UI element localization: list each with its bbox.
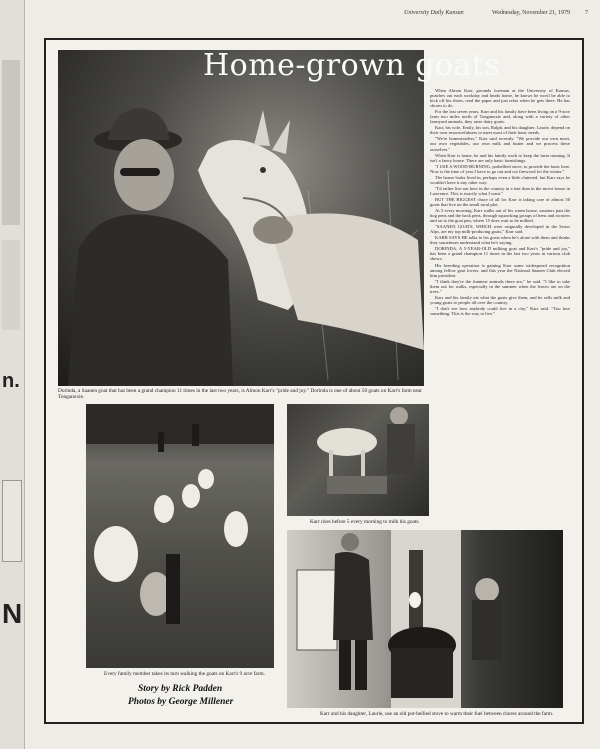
page-masthead [34,6,588,22]
main-photo-caption: Dorinda, a Saanen goat that has been a grand champion 11 times in the last two years, is Almon Karr's "pride and joy." Dorinda is one of about 50 goats on Karr's farm near Tonganoxie. [58,388,423,400]
photo-byline: Photos by George Millener [128,697,234,707]
article-paragraph: DORINDA, A 5-YEAR-OLD milking goat and Karr's "pride and joy," has been a grand champion 11 times in the last two years in various club shows. [430,246,570,262]
article-paragraph: Karr, his wife, Emily, his son, Ralph, and his daughter, Laurie, depend on their own resourcefulness to meet most of their basic needs. [430,125,570,136]
photo-goat-portrait [58,50,424,386]
issue-date: Wednesday, November 21, 1979 [492,10,570,16]
article-paragraph: At 5 every morning, Karr walks out of his warm house, saunters past the hog pens and the back pens, through squawking groups of hens and roosters and on to the goat pen, where 15 does wait to be milked. [430,208,570,224]
article-paragraph: For the last seven years, Karr and his family have been living on a 9-acre farm two miles north of Tonganoxie and, along with a variety of other farmyard animals, they raise dairy goats. [430,109,570,125]
goat-figure [198,110,424,350]
facing-page-box [2,480,22,562]
article-paragraph: KARR SAYS HE talks to his goats when he's alone with them and thinks they sometimes understand what he's saying. [430,235,570,246]
article-paragraph: His breeding operation is gaining Karr some widespread recognition among fellow goat lovers, and this year the National Saanen Club elected him president. [430,262,570,278]
page-number: 7 [585,10,588,16]
article-paragraph: "I USE A WOOD-BURNING, potbellied stove, to provide the basic heat. Now is the time of year I have to go out and cut firewood for the winter." [430,163,570,174]
article-paragraph: Karr and his family eat what the goats give them, and he sells milk and young goats to people all over the country. [430,294,570,305]
article-paragraph: "SAANEN GOATS, WHICH were originally developed in the Swiss Alps, are my top milk-producing goats," Karr said. [430,224,570,235]
milking-photo-caption: Karr rises before 5 every morning to milk his goats. [310,519,420,525]
article-paragraph: When Karr is home, he and his family work to keep the farm running. It isn't a fancy house. There are only basic furnishings. [430,152,570,163]
article-body [430,88,570,516]
photo-kitchen-stove [287,530,563,708]
stove-photo-caption: Karr and his daughter, Laurie, use an old pot-bellied stove to warm their fuel between chores around the farm. [320,711,554,717]
milking-illustration [287,404,429,516]
goat-portrait-illustration [58,50,424,386]
article-paragraph: BUT THE BIGGEST chore of all for Karr is taking care of almost 50 goats that live on the small rural plot. [430,196,570,207]
kitchen-stove-illustration [287,530,563,708]
article-paragraph: "I'd rather live out here in the country in a tent than in the nicest house in Lawrence. This is exactly what I want." [430,185,570,196]
flock-photo-caption: Every family member takes its turn walking the goats on Karr's 9 acre farm. [104,671,265,677]
facing-page-photo [2,60,20,225]
man-figure [68,108,233,386]
photo-milking [287,404,429,516]
facing-page-fragment-1: n. [2,370,20,392]
goat-flock-illustration [86,404,274,668]
article-paragraph: "We're homesteaders," Karr said recently. "We provide our own meat, our own vegetables, our own milk and butter and we process these ourselves." [430,136,570,152]
feature-headline: Home-grown goats [203,48,501,83]
facing-page-ad [2,240,20,330]
article-paragraph: When Almon Karr, grounds foreman at the University of Kansas, punches out each workday and heads home, he knows he won't be able to kick off his shoes, read the paper and just relax when he gets there. He has chores to do. [430,88,570,109]
paper-name: University Daily Kansan [404,10,464,16]
article-paragraph: "I think they're the funniest animals there are," he said. "I like to take them out for walks, especially in the summer when the leaves are on the trees." [430,278,570,294]
story-byline: Story by Rick Padden [138,684,223,694]
article-paragraph: "I don't see how anybody could live in a city," Karr said. "You lose something. This is the way to live." [430,305,570,316]
article-paragraph: The house looks lived in, perhaps even a little cluttered, but Karr says he wouldn't have it any other way. [430,174,570,185]
facing-page-fragment-2: N [2,598,23,629]
facing-page-edge [0,0,25,749]
photo-goat-flock [86,404,274,668]
